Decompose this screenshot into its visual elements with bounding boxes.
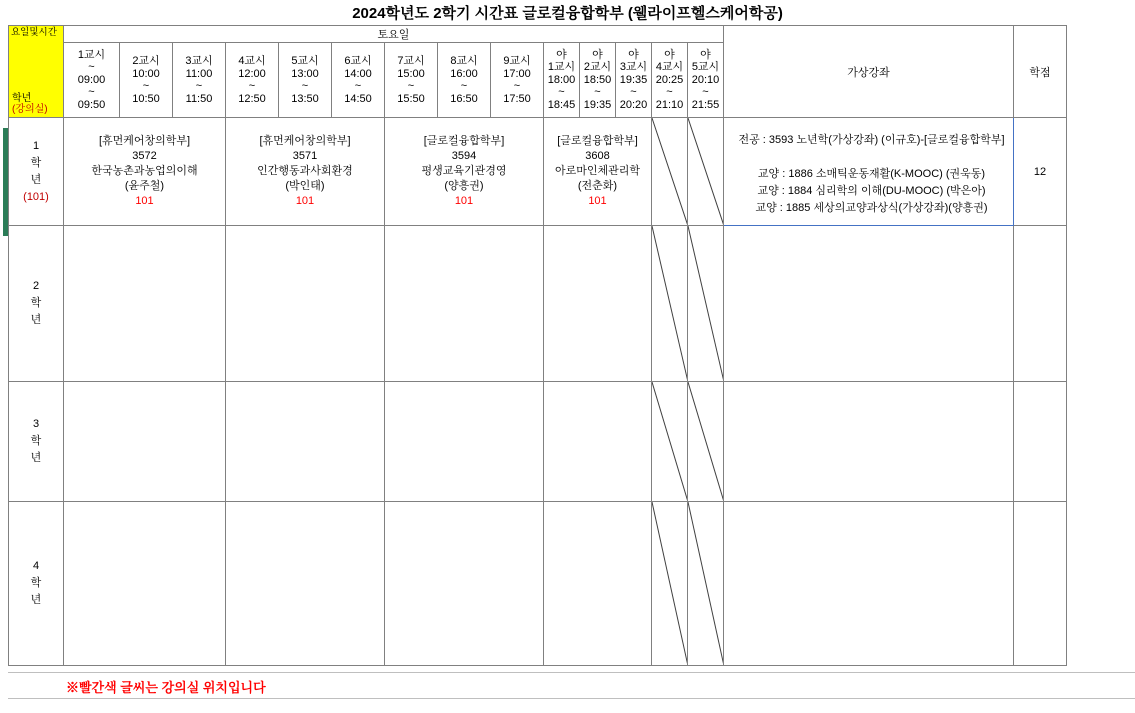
credit-y1: 12 xyxy=(1014,118,1067,226)
period-header-4: 4교시 12:00 ~ 12:50 xyxy=(226,43,279,118)
blocked-cell-n4-y2 xyxy=(652,226,688,382)
class-block-empty[interactable] xyxy=(385,382,544,502)
period-header-7: 7교시 15:00 ~ 15:50 xyxy=(385,43,438,118)
class-block-1[interactable]: [휴먼케어창의학부] 3572 한국농촌과농업의이해 (윤주철) 101 xyxy=(64,118,226,226)
class-block-3[interactable]: [글로컬융합학부] 3594 평생교육기관경영 (양흥권) 101 xyxy=(385,118,544,226)
blocked-cell-n5-y3 xyxy=(688,382,724,502)
table-row xyxy=(9,502,1067,666)
credit-y2 xyxy=(1014,226,1067,382)
footer-row xyxy=(8,673,266,699)
period-header-8: 8교시 16:00 ~ 16:50 xyxy=(438,43,491,118)
class-block-empty[interactable] xyxy=(226,502,385,666)
period-header-n1: 야 1교시 18:00 ~ 18:45 xyxy=(544,43,580,118)
period-header-1: 1교시 ~ 09:00 ~ 09:50 xyxy=(64,43,120,118)
page-title: 2024학년도 2학기 시간표 글로컬융합학부 (웰라이프헬스케어학공) xyxy=(352,5,783,22)
virtual-courses-y2[interactable] xyxy=(724,226,1014,382)
class-block-empty[interactable] xyxy=(385,226,544,382)
class-block-empty[interactable] xyxy=(385,502,544,666)
class-block-4[interactable]: [글로컬융합학부] 3608 아로마인체관리학 (전춘화) 101 xyxy=(544,118,652,226)
class-block-empty[interactable] xyxy=(64,226,226,382)
table-row xyxy=(9,382,1067,502)
class-block-2[interactable]: [휴먼케어창의학부] 3571 인간행동과사회환경 (박인태) 101 xyxy=(226,118,385,226)
year-label-2: 2 학 년 xyxy=(9,226,64,382)
credit-y3 xyxy=(1014,382,1067,502)
blocked-cell-n5-y1 xyxy=(688,118,724,226)
class-block-empty[interactable] xyxy=(226,382,385,502)
period-header-3: 3교시 11:00 ~ 11:50 xyxy=(173,43,226,118)
saturday-header-row xyxy=(9,26,1067,43)
virtual-course-header: 가상강좌 xyxy=(724,26,1014,118)
period-header-n2: 야 2교시 18:50 ~ 19:35 xyxy=(580,43,616,118)
blocked-cell-n4-y4 xyxy=(652,502,688,666)
class-block-empty[interactable] xyxy=(544,226,652,382)
year-label-3: 3 학 년 xyxy=(9,382,64,502)
period-header-5: 5교시 13:00 ~ 13:50 xyxy=(279,43,332,118)
corner-upper-label: 요일및시간 xyxy=(11,27,57,38)
class-block-empty[interactable] xyxy=(544,382,652,502)
table-row xyxy=(9,118,1067,226)
period-header-n4: 야 4교시 20:25 ~ 21:10 xyxy=(652,43,688,118)
blocked-cell-n5-y4 xyxy=(688,502,724,666)
period-header-6: 6교시 14:00 ~ 14:50 xyxy=(332,43,385,118)
corner-lower-label: 학년 (강의실) xyxy=(12,93,48,115)
period-header-2: 2교시 10:00 ~ 10:50 xyxy=(120,43,173,118)
blocked-cell-n4-y1 xyxy=(652,118,688,226)
timetable xyxy=(8,25,1067,666)
header-corner xyxy=(9,26,64,118)
class-block-empty[interactable] xyxy=(544,502,652,666)
blocked-cell-n4-y3 xyxy=(652,382,688,502)
period-header-9: 9교시 17:00 ~ 17:50 xyxy=(491,43,544,118)
virtual-courses-y3[interactable] xyxy=(724,382,1014,502)
virtual-courses-y1[interactable]: 전공 : 3593 노년학(가상강좌) (이규호)-[글로컬융합학부] 교양 : 1886 소매틱운동재활(K-MOOC) (권욱동) 교양 : 1884 심리학의 이해(DU-MOOC) (박은아) 교양 : 1885 세상의교양과상식(가상강좌)(양흥권) xyxy=(724,118,1014,226)
period-header-n3: 야 3교시 19:35 ~ 20:20 xyxy=(616,43,652,118)
credit-y4 xyxy=(1014,502,1067,666)
table-row xyxy=(9,226,1067,382)
class-block-empty[interactable] xyxy=(64,382,226,502)
class-block-empty[interactable] xyxy=(64,502,226,666)
virtual-courses-y4[interactable] xyxy=(724,502,1014,666)
class-block-empty[interactable] xyxy=(226,226,385,382)
saturday-label: 토요일 xyxy=(64,26,724,43)
footer-note: ※빨간색 글씨는 강의실 위치입니다 xyxy=(66,679,266,695)
year-label-1: 1 학 년 (101) xyxy=(9,118,64,226)
credit-header: 학점 xyxy=(1014,26,1067,118)
year-label-4: 4 학 년 xyxy=(9,502,64,666)
period-header-n5: 야 5교시 20:10 ~ 21:55 xyxy=(688,43,724,118)
blocked-cell-n5-y2 xyxy=(688,226,724,382)
